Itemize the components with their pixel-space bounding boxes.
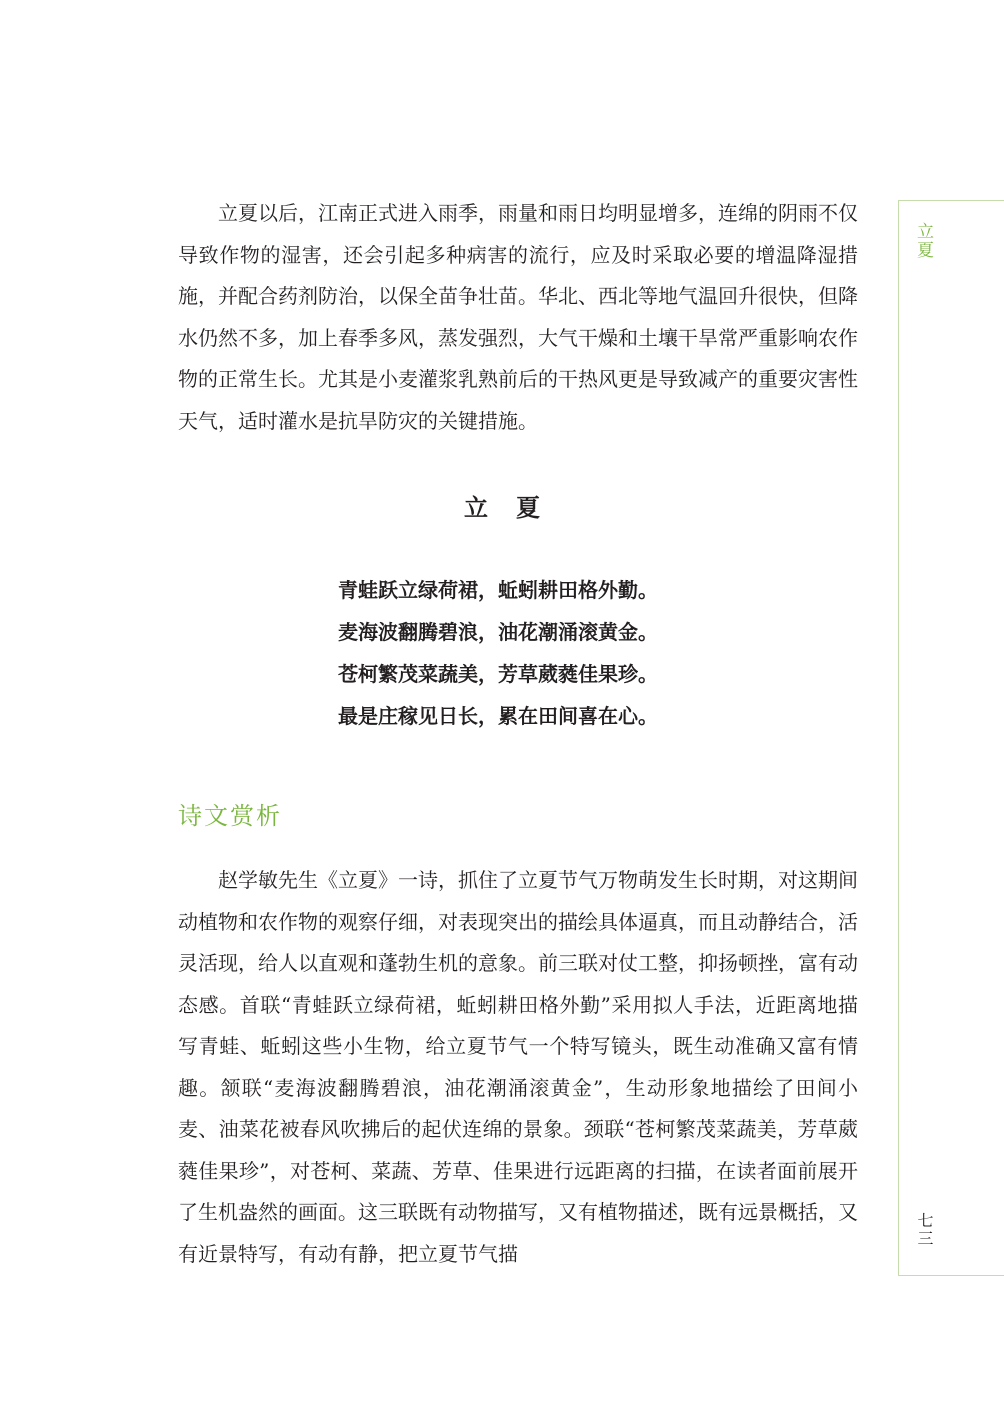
poem-line: 麦海波翻腾碧浪，油花潮涌滚黄金。 — [338, 620, 658, 644]
poem-line: 最是庄稼见日长，累在田间喜在心。 — [338, 704, 658, 728]
poem-title: 立夏 — [464, 493, 568, 522]
chapter-side-tab: 立夏 — [913, 222, 933, 260]
poem-line: 苍柯繁茂菜蔬美，芳草葳蕤佳果珍。 — [338, 662, 658, 686]
analysis-paragraph: 赵学敏先生《立夏》一诗，抓住了立夏节气万物萌发生长时期，对这期间动植物和农作物的观察仔细，对表现突出的描绘具体逼真，而且动静结合，活灵活现，给人以直观和蓬勃生机的意象。前三联对仗工整，抑扬顿挫，富有动态感。首联“青蛙跃立绿荷裙，蚯蚓耕田格外勤”采用拟人手法，近距离地描写青蛙、蚯蚓这些小生物，给立夏节气一个特写镜头，既生动准确又富有情趣。颔联“麦海波翻腾碧浪，油花潮涌滚黄金”，生动形象地描绘了田间小麦、油菜花被春风吹拂后的起伏连绵的景象。颈联“苍柯繁茂菜蔬美，芳草葳蕤佳果珍”，对苍柯、菜蔬、芳草、佳果进行远距离的扫描，在读者面前展开了生机盎然的画面。这三联既有动物描写，又有植物描述，既有远景概括，又有近景特写，有动有静，把立夏节气描 — [178, 868, 858, 1266]
side-frame-border — [898, 200, 1004, 1276]
intro-paragraph: 立夏以后，江南正式进入雨季，雨量和雨日均明显增多，连绵的阴雨不仅导致作物的湿害，还会引起多种病害的流行，应及时采取必要的增温降湿措施，并配合药剂防治，以保全苗争壮苗。华北、西北等地气温回升很快，但降水仍然不多，加上春季多风，蒸发强烈，大气干燥和土壤干旱常严重影响农作物的正常生长。尤其是小麦灌浆乳熟前后的干热风更是导致减产的重要灾害性天气，适时灌水是抗旱防灾的关键措施。 — [178, 201, 858, 433]
section-heading: 诗文赏析 — [178, 802, 282, 830]
poem-body — [338, 569, 758, 737]
page-number: 七三 — [915, 1212, 934, 1248]
poem-line: 青蛙跃立绿荷裙，蚯蚓耕田格外勤。 — [338, 578, 658, 602]
